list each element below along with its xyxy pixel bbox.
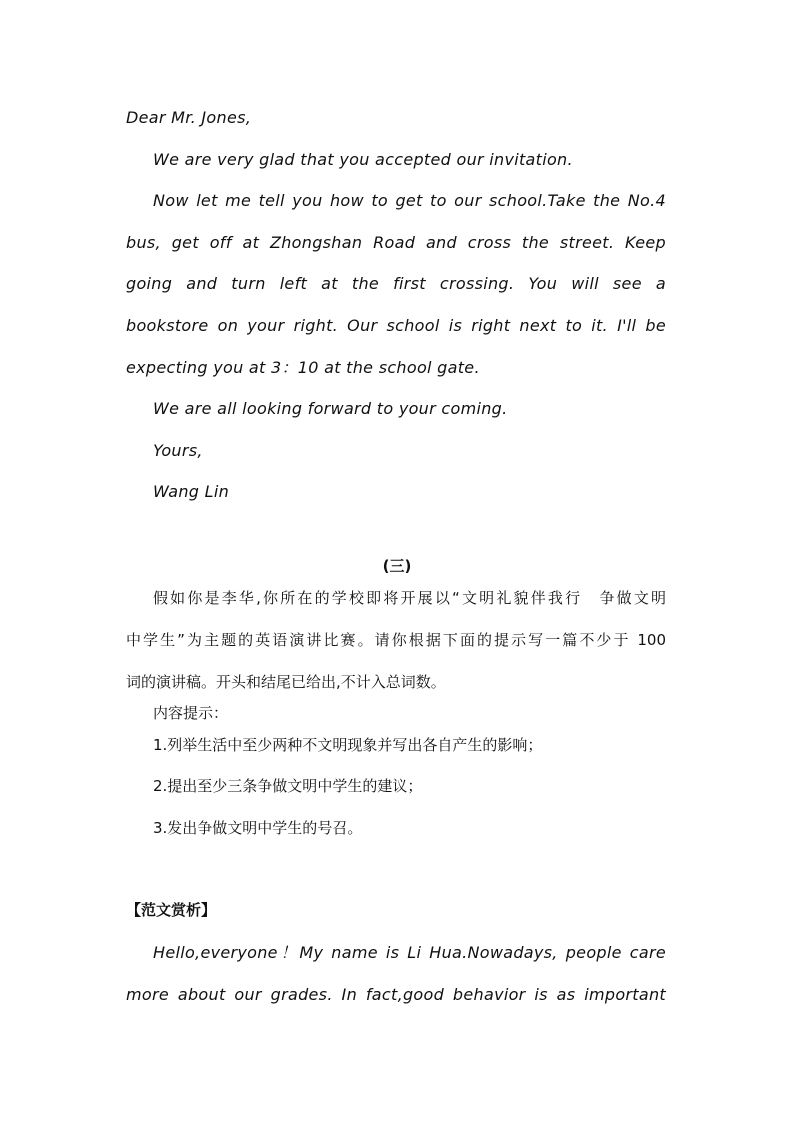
letter-signature: Wang Lin (153, 482, 230, 501)
letter-salutation: Dear Mr. Jones, (126, 108, 252, 127)
letter-paragraph-2-line-2: bus, get off at Zhongshan Road and cross the street. Keep (126, 233, 666, 252)
hint-item-1: 1.列举生活中至少两种不文明现象并写出各自产生的影响； (153, 736, 543, 754)
task-number: (三) (382, 557, 412, 575)
hint-item-3: 3.发出争做文明中学生的号召。 (153, 819, 363, 837)
letter-paragraph-3: We are all looking forward to your coming. (153, 399, 508, 418)
hints-title: 内容提示： (153, 704, 229, 722)
letter-paragraph-2-line-4: bookstore on your right. Our school is right next to it. I'll be (126, 316, 666, 335)
letter-paragraph-2-line-1: Now let me tell you how to get to our school.Take the No.4 (153, 191, 666, 210)
task-instruction-line-2: 中学生”为主题的英语演讲比赛。请你根据下面的提示写一篇不少于 100 (126, 631, 666, 649)
model-essay-line-2: more about our grades. In fact,good behavior is as important (126, 985, 666, 1004)
letter-closing: Yours, (153, 441, 203, 460)
task-instruction-line-3: 词的演讲稿。开头和结尾已给出,不计入总词数。 (126, 673, 446, 691)
letter-paragraph-2-line-5: expecting you at 3：10 at the school gate. (126, 358, 480, 377)
letter-paragraph-2-line-3: going and turn left at the first crossing. You will see a (126, 274, 666, 293)
model-essay-heading: 【范文赏析】 (126, 901, 217, 919)
model-essay-line-1: Hello,everyone！My name is Li Hua.Nowadays, people care (153, 943, 666, 962)
task-instruction-line-1: 假如你是李华,你所在的学校即将开展以“文明礼貌伴我行 争做文明 (153, 589, 666, 607)
hint-item-2: 2.提出至少三条争做文明中学生的建议； (153, 777, 423, 795)
letter-paragraph-1: We are very glad that you accepted our invitation. (153, 150, 573, 169)
